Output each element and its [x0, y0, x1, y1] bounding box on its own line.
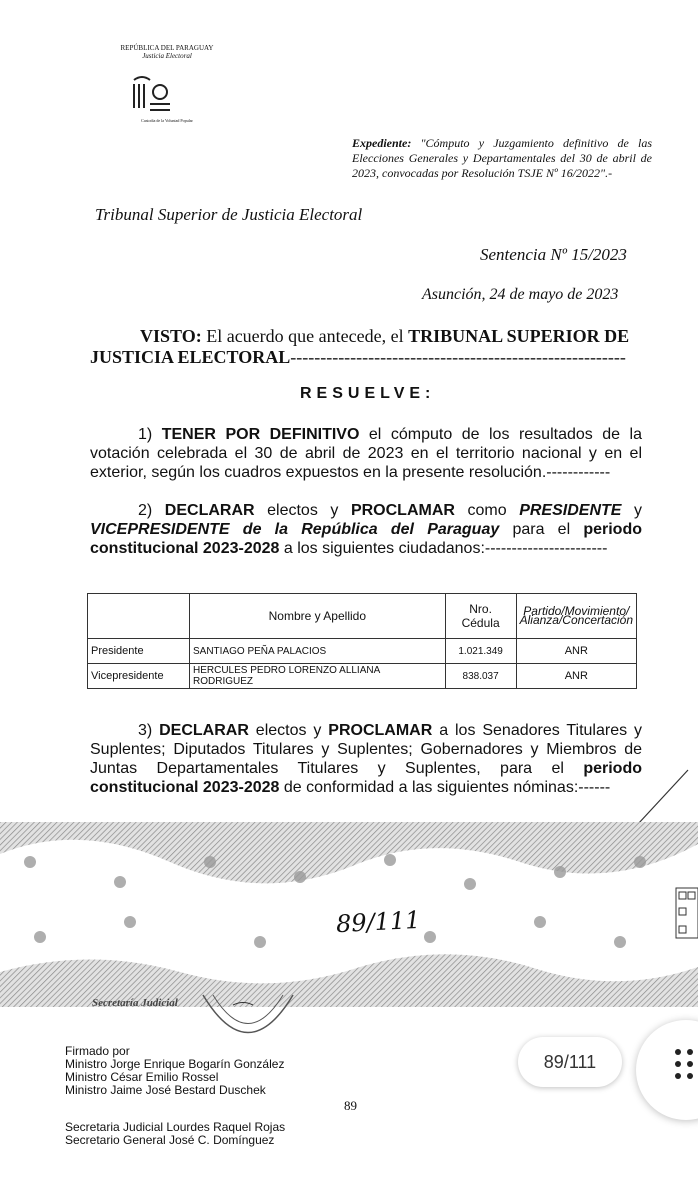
table-header-cell: Nombre y Apellido — [190, 594, 446, 639]
results-table — [87, 593, 637, 689]
table-cell: ANR — [516, 664, 636, 689]
signatory-1: Ministro Jorge Enrique Bogarín González — [65, 1057, 285, 1071]
letterhead-country: REPÚBLICA DEL PARAGUAY — [120, 44, 214, 52]
page-number: 89 — [344, 1098, 357, 1113]
visto-tail: -------------------------------------------------------- — [290, 347, 626, 367]
paragraph-3 — [90, 721, 642, 797]
pen-mark — [630, 768, 690, 828]
resuelve-heading: RESUELVE: — [300, 385, 436, 402]
p2-text-1: electos y — [254, 502, 351, 519]
table-cell: SANTIAGO PEÑA PALACIOS — [190, 639, 446, 664]
expediente-label: Expediente: — [352, 136, 412, 150]
p1-text: el cómputo de los resultados de la votación celebrada el 30 de abril de 2023 en el territorio nacional y en el exterior, según los cuadros expuestos en la presente resolución.------------ — [90, 426, 643, 481]
expediente — [352, 136, 652, 181]
page-indicator[interactable]: 89/111 — [518, 1037, 622, 1087]
p3-text-2: a los Senadores Titulares y Suplentes; Diputados Titulares y Suplentes; Gobernadores y Miembros de Juntas Departamentales Titulares y Suplentes, para el — [90, 722, 642, 777]
secretaries — [65, 1121, 285, 1147]
table-cell: 1.021.349 — [445, 639, 516, 664]
table-header-cell: Partido/Movimiento/ Alianza/Concertación — [516, 594, 636, 639]
signatories — [65, 1045, 284, 1097]
paragraph-1 — [90, 425, 642, 482]
p3-periodo: periodo constitucional 2023-2028 — [90, 760, 642, 796]
p2-presidente: PRESIDENTE — [519, 502, 622, 519]
document-date: Asunción, 24 de mayo de 2023 — [422, 286, 619, 303]
visto-paragraph — [90, 326, 640, 368]
p1-number: 1) — [138, 426, 162, 443]
p2-number: 2) — [138, 502, 165, 519]
table-header-row — [88, 594, 637, 639]
table-row — [88, 639, 637, 664]
handwritten-folio: 89/111 — [335, 905, 422, 939]
visto-label: VISTO: — [140, 326, 202, 346]
p2-declarar: DECLARAR — [164, 502, 255, 519]
signed-by-label: Firmado por — [65, 1044, 130, 1058]
table-cell: ANR — [516, 639, 636, 664]
table-cell: HERCULES PEDRO LORENZO ALLIANA RODRIGUEZ — [190, 664, 446, 689]
p2-vicepresidente: VICEPRESIDENTE de la República del Paraguay — [90, 521, 500, 538]
table-header-cell: Nro. Cédula — [445, 594, 516, 639]
letterhead — [112, 44, 222, 60]
p2-text-3: y — [621, 502, 643, 519]
table-header-cell — [88, 594, 190, 639]
table-cell: 838.037 — [445, 664, 516, 689]
p3-declarar: DECLARAR — [159, 722, 249, 739]
p2-text-2: como — [454, 502, 520, 519]
p3-text-1: electos y — [248, 722, 329, 739]
sentencia-number: Sentencia Nº 15/2023 — [480, 245, 627, 264]
p3-number: 3) — [138, 722, 160, 739]
visto-text: El acuerdo que antecede, el — [201, 326, 409, 346]
p3-proclamar: PROCLAMAR — [328, 722, 433, 739]
p2-text-4: para el — [499, 521, 584, 538]
tribunal-heading: Tribunal Superior de Justicia Electoral — [95, 205, 363, 224]
signatory-3: Ministro Jaime José Bestard Duschek — [65, 1083, 266, 1097]
p2-periodo: periodo constitucional 2023-2028 — [90, 521, 642, 557]
visto-bold: TRIBUNAL SUPERIOR DE JUSTICIA ELECTORAL — [90, 326, 630, 367]
p2-proclamar: PROCLAMAR — [350, 502, 455, 519]
justicia-electoral-logo-icon — [130, 74, 175, 118]
letterhead-caption: Custodia de la Voluntad Popular — [141, 118, 193, 123]
table-cell: Presidente — [88, 639, 190, 664]
p2-text-5: a los siguientes ciudadanos:----------------------- — [279, 540, 608, 557]
letterhead-institution: Justicia Electoral — [142, 52, 192, 60]
table-row — [88, 664, 637, 689]
table-cell: Vicepresidente — [88, 664, 190, 689]
expediente-text: "Cómputo y Juzgamiento definitivo de las Elecciones Generales y Departamentales del 30 de abril de 2023, convocadas por Resolución TSJE Nº 16/2022".- — [352, 136, 652, 180]
signatory-2: Ministro César Emilio Rossel — [65, 1070, 219, 1084]
p1-bold: TENER POR DEFINITIVO — [161, 426, 360, 443]
signatory-5: Secretario General José C. Domínguez — [65, 1133, 275, 1147]
p3-text-3: de conformidad a las siguientes nóminas:------ — [279, 779, 611, 796]
secretaria-label: Secretaría Judicial — [92, 997, 178, 1009]
dots-grid-icon — [670, 1046, 698, 1082]
page-grid-button[interactable] — [636, 1020, 698, 1120]
signatory-4: Secretaria Judicial Lourdes Raquel Rojas — [65, 1120, 286, 1134]
paragraph-2 — [90, 501, 642, 558]
